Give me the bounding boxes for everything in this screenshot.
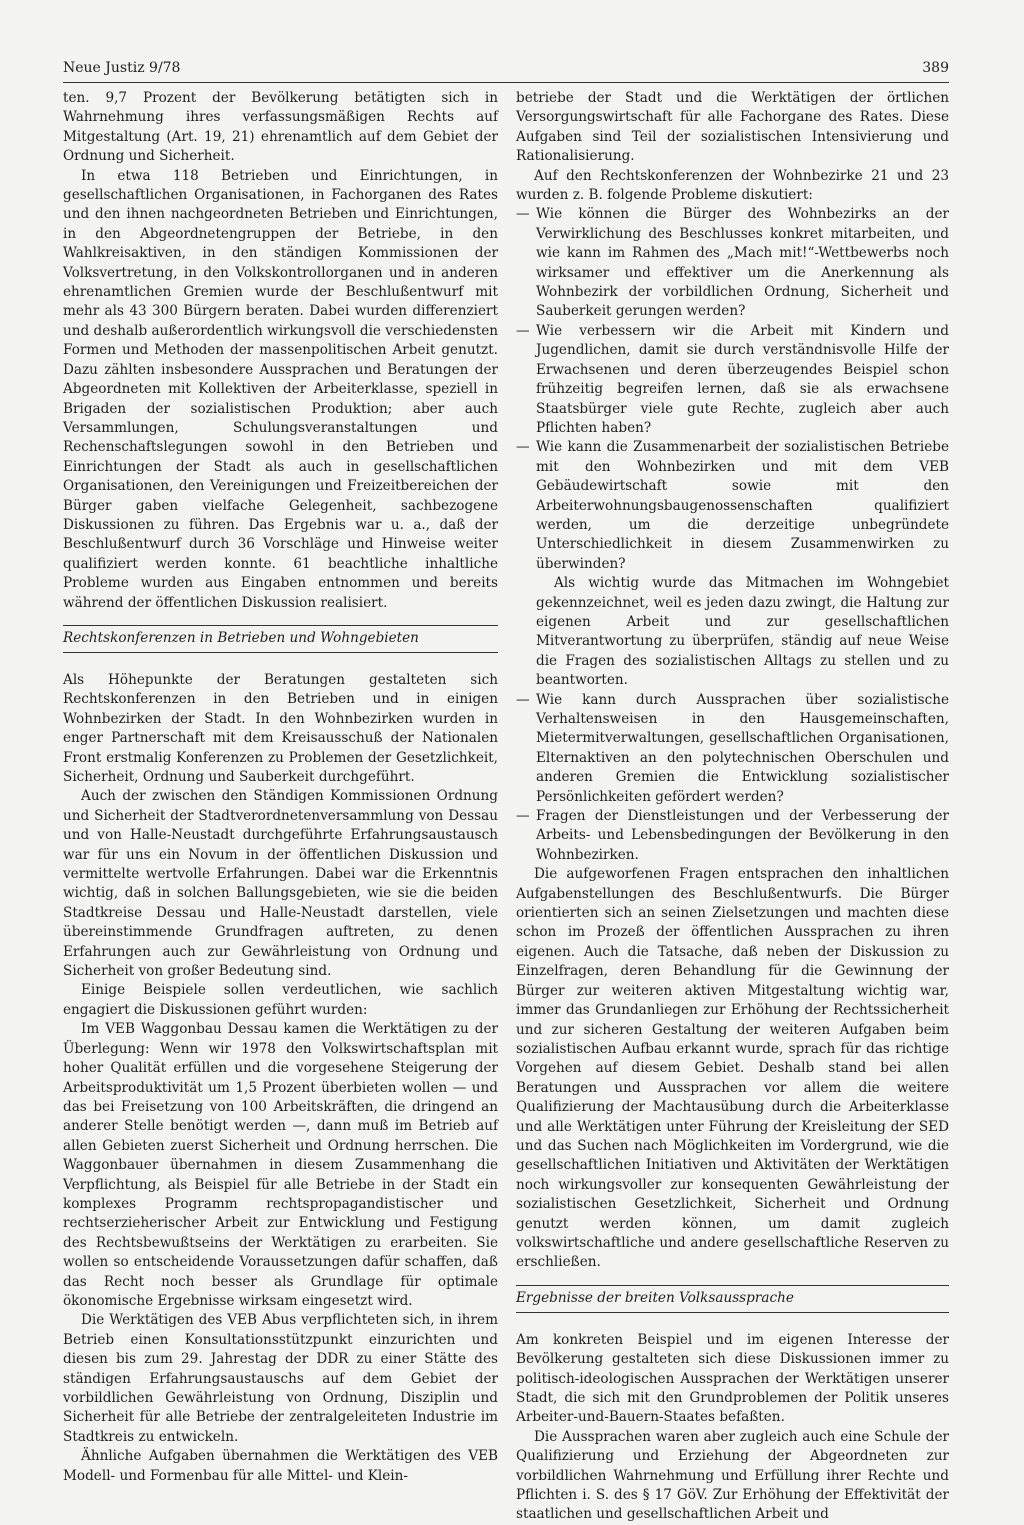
- question-list: [516, 205, 949, 574]
- paragraph: Ähnliche Aufgaben übernahmen die Werktätigen des VEB Modell- und Formenbau für alle Mittel- und Klein-: [63, 1448, 498, 1484]
- section-heading: Ergebnisse der breiten Volksaussprache: [516, 1289, 794, 1306]
- paragraph: Als Höhepunkte der Beratungen gestalteten sich Rechtskonferenzen in den Betrieben und in einigen Wohnbezirken der Stadt. In den Wohnbezirken wurden in enger Partnerschaft mit dem Kreisausschuß der Nationalen Front erstmalig Konferenzen zu Problemen der Gesetzlichkeit, Sicherheit, Ordnung und Sauberkeit durchgeführt.: [63, 671, 498, 785]
- right-column: [516, 89, 949, 1525]
- paragraph: Auf den Rechtskonferenzen der Wohnbezirke 21 und 23 wurden z. B. folgende Probleme diskutiert:: [516, 167, 949, 204]
- paragraph: Auch der zwischen den Ständigen Kommissionen Ordnung und Sicherheit der Stadtverordnetenversammlung von Dessau und von Halle-Neustadt durchgeführte Erfahrungsaustausch war für uns ein Novum in der öffentlichen Diskussion und vermittelte wertvolle Erfahrungen. Dabei war die Erkenntnis wichtig, daß in solchen Ballungsgebieten, wie sie die beiden Stadtkreise Dessau und Halle-Neustadt darstellen, viele übereinstimmende Grundfragen auftreten, zu denen Erfahrungen auch zur Gewährleistung von Ordnung und Sicherheit von großer Bedeutung sind.: [63, 788, 498, 980]
- paragraph: Einige Beispiele sollen verdeutlichen, wie sachlich engagiert die Diskussionen geführt wurden:: [63, 982, 498, 1018]
- list-item: — Fragen der Dienstleistungen und der Verbesserung der Arbeits- und Lebensbedingungen der Bevölkerung in den Wohnbezirken.: [516, 807, 949, 865]
- section-heading: Rechtskonferenzen in Betrieben und Wohngebieten: [63, 629, 419, 646]
- paragraph: Am konkreten Beispiel und im eigenen Interesse der Bevölkerung gestalteten sich diese Diskussionen immer zu politisch-ideologischen Aussprachen der Werktätigen unserer Stadt, die sich mit den Grundproblemen der Politik unseres Arbeiter-und-Bauern-Staates befaßten.: [516, 1331, 949, 1426]
- list-item: — Wie kann durch Aussprachen über sozialistische Verhaltensweisen in den Hausgemeinschaften, Mietermitverwaltungen, gesellschaftlichen Organisationen, Elternaktiven an den polytechnischen Oberschulen und anderen Gremien die Entwicklung sozialistischer Persönlichkeiten gefördert werden?: [516, 691, 949, 807]
- paragraph: In etwa 118 Betrieben und Einrichtungen, in gesellschaftlichen Organisationen, in Fachorganen des Rates und den ihnen nachgeordneten Betrieben und Einrichtungen, in den Abgeordnetengruppen der Betriebe, in den Wahlkreisaktiven, in den ständigen Kommissionen der Volksvertretung, in den Volkskontrollorganen und in anderen ehrenamtlichen Gremien wurde der Beschlußentwurf mit mehr als 43 300 Bürgern beraten. Dabei wurden differenziert und deshalb außerordentlich wirkungsvoll die verschiedensten Formen und Methoden der massenpolitischen Arbeit genutzt. Dazu zählten insbesondere Aussprachen und Beratungen der Abgeordneten mit Kollektiven der Arbeiterklasse, speziell in Brigaden der sozialistischen Produktion; aber auch Versammlungen, Schulungsveranstaltungen und Rechenschaftslegungen sowohl in den Betrieben und Einrichtungen der Stadt als auch in gesellschaftlichen Organisationen, den Vereinigungen und Freizeitbereichen der Bürger gaben vielfache Gelegenheit, sachbezogene Diskussionen zu führen. Das Ergebnis war u. a., daß der Beschlußentwurf durch 36 Vorschläge und Hinweise weiter qualifiziert werden konnte. 61 beachtliche inhaltliche Probleme wurden aus Eingaben entnommen und bereits während der öffentlichen Diskussion realisiert.: [63, 167, 498, 611]
- paragraph: Die Werktätigen des VEB Abus verpflichteten sich, in ihrem Betrieb einen Konsultationsstützpunkt einzurichten und diesen bis zum 29. Jahrestag der DDR zu einer Stätte des ständigen Erfahrungsaustauschs auf dem Gebiet der vorbildlichen Gewährleistung von Ordnung, Disziplin und Sicherheit für alle Betriebe der zentralgeleiteten Industrie im Stadtkreis zu entwickeln.: [63, 1312, 498, 1445]
- header-rule: [63, 82, 949, 83]
- list-item: — Wie kann die Zusammenarbeit der sozialistischen Betriebe mit den Wohnbezirken und mit dem VEB Gebäudewirtschaft sowie mit den Arbeiterwohnungsbaugenossenschaften qualifiziert werden, um die derzeitige unbegründete Unterschiedlichkeit in diesem Zusammenwirken zu überwinden?: [516, 438, 949, 574]
- section-heading-box: [516, 1285, 949, 1313]
- paragraph: Die Aussprachen waren aber zugleich auch eine Schule der Qualifizierung und Erziehung der Abgeordneten zur vorbildlichen Wahrnehmung und Erfüllung ihrer Rechte und Pflichten i. S. des § 17 GöV. Zur Erhöhung der Effektivität der staatlichen und gesellschaftlichen Arbeit und: [516, 1428, 949, 1523]
- list-item: — Wie verbessern wir die Arbeit mit Kindern und Jugendlichen, damit sie durch verständnisvolle Hilfe der Erwachsenen und deren überzeugendes Beispiel schon frühzeitig begreifen lernen, daß sie als erwachsene Staatsbürger viele gute Rechte, zugleich aber auch Pflichten haben?: [516, 322, 949, 438]
- left-column: [63, 89, 498, 1486]
- list-item: — Wie können die Bürger des Wohnbezirks an der Verwirklichung des Beschlusses konkret mitarbeiten, und wie kann im Rahmen des „Mach mit!“-Wettbewerbs noch wirksamer und effektiver um die Anerkennung als Wohnbezirk der vorbildlichen Ordnung, Sicherheit und Sauberkeit gerungen werden?: [516, 205, 949, 321]
- paragraph: Im VEB Waggonbau Dessau kamen die Werktätigen zu der Überlegung: Wenn wir 1978 den Volkswirtschaftsplan mit hoher Qualität erfüllen und die vorgesehene Steigerung der Arbeitsproduktivität um 1,5 Prozent überbieten wollen — und das bei Freisetzung von 100 Arbeitskräften, die dringend an anderer Stelle benötigt werden —, dann muß im Betrieb auf allen Gebieten zuerst Sicherheit und Ordnung herrschen. Die Waggonbauer übernahmen in diesem Zusammenhang die Verpflichtung, als Beispiel für alle Betriebe in der Stadt ein komplexes Programm rechtspropagandistischer und rechtserzieherischer Arbeit zur Entwicklung und Festigung des Rechtsbewußtseins der Werktätigen zu erarbeiten. Sie wollen so entscheidende Voraussetzungen dafür schaffen, daß das Recht noch besser als Grundlage für optimale ökonomische Ergebnisse wirksam eingesetzt wird.: [63, 1021, 498, 1309]
- section-heading-box: [63, 625, 498, 653]
- paragraph: betriebe der Stadt und die Werktätigen der örtlichen Versorgungswirtschaft für alle Fachorgane des Rates. Diese Aufgaben sind Teil der sozialistischen Intensivierung und Rationalisierung.: [516, 90, 949, 165]
- paragraph: Die aufgeworfenen Fragen entsprachen den inhaltlichen Aufgabenstellungen des Beschlußentwurfs. Die Bürger orientierten sich an seinen Zielsetzungen und machten diese schon im Prozeß der öffentlichen Aussprachen zu ihren eigenen. Auch die Tatsache, daß neben der Diskussion zu Einzelfragen, deren Behandlung für die Gewinnung der Bürger zur weiteren aktiven Mitgestaltung wichtig war, immer das Grundanliegen zur Erhöhung der Rechtssicherheit und zur sicheren Gestaltung der weiteren Aufgaben beim sozialistischen Aufbau erkannt wurde, sprach für das richtige Vorgehen auf diesem Gebiet. Deshalb stand bei allen Beratungen und Aussprachen vor allem die weitere Qualifizierung der Machtausübung durch die Arbeiterklasse und alle Werktätigen unter Führung der Kreisleitung der SED und das Suchen nach Möglichkeiten im Vordergrund, wie die gesellschaftlichen Initiativen und Aktivitäten der Werktätigen noch wirkungsvoller zur konsequenten Gewährleistung der sozialistischen Gesetzlichkeit, Sicherheit und Ordnung genutzt werden können, um damit zugleich volkswirtschaftliche und andere gesellschaftliche Reserven zu erschließen.: [516, 866, 949, 1271]
- page-number: 389: [922, 60, 949, 76]
- paragraph: Als wichtig wurde das Mitmachen im Wohngebiet gekennzeichnet, weil es jeden dazu zwingt, die Haltung zur eigenen Arbeit und zur gesellschaftlichen Mitverantwortung zu überprüfen, ständig auf neue Weise die Fragen des sozialistischen Alltags zu stellen und zu beantworten.: [536, 575, 949, 689]
- page-header: [63, 60, 949, 84]
- journal-title: Neue Justiz 9/78: [63, 60, 181, 76]
- paragraph: ten. 9,7 Prozent der Bevölkerung betätigten sich in Wahrnehmung ihres verfassungsmäßigen Rechts auf Mitgestaltung (Art. 19, 21) ehrenamtlich auf dem Gebiet der Ordnung und Sicherheit.: [63, 90, 498, 165]
- question-list: [516, 691, 949, 866]
